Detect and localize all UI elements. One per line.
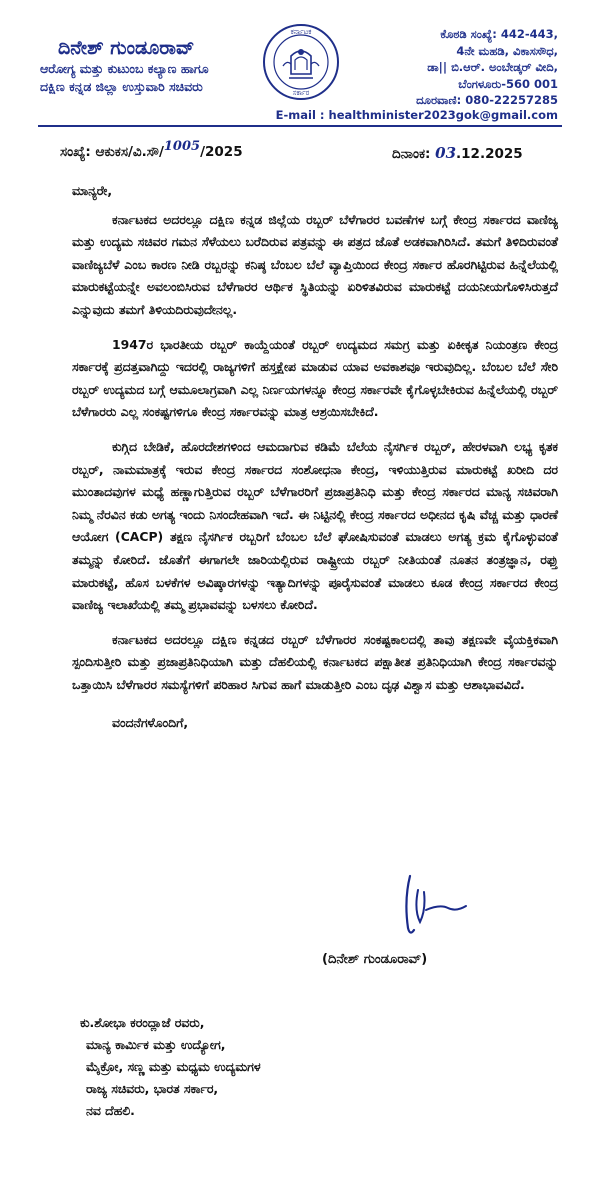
reference-number [60, 139, 243, 160]
date-handwritten-day: 03 [435, 144, 457, 162]
date-rest: .12.2025 [456, 146, 523, 162]
addressee-line-1: ಮಾನ್ಯ ಕಾರ್ಮಿಕ ಮತ್ತು ಉದ್ಯೋಗ, [86, 1037, 226, 1052]
designation-line-1: ಆರೋಗ್ಯ ಮತ್ತು ಕುಟುಂಬ ಕಲ್ಯಾಣ ಹಾಗೂ [40, 61, 209, 76]
reference-year: /2025 [200, 144, 243, 160]
designation-line-2: ದಕ್ಷಿಣ ಕನ್ನಡ ಜಿಲ್ಲಾ ಉಸ್ತುವಾರಿ ಸಚಿವರು [40, 79, 203, 94]
address-line-3: ಡಾ|| ಬಿ.ಆರ್. ಅಂಬೇಡ್ಕರ್ ವೀದಿ, [427, 60, 558, 74]
address-line-4: ಬೆಂಗಳೂರು-560 001 [458, 76, 558, 91]
addressee-line-2: ಮೈಕ್ರೋ, ಸಣ್ಣ ಮತ್ತು ಮಧ್ಯಮ ಉದ್ಯಮಗಳ [86, 1059, 261, 1074]
minister-name: ದಿನೇಶ್ ಗುಂಡೂರಾವ್ [58, 37, 195, 59]
phone-line: ದೂರವಾಣಿ: 080-22257285 [416, 93, 558, 107]
address-line-2: 4ನೇ ಮಹಡಿ, ವಿಕಾಸಸೌಧ, [456, 43, 558, 58]
paragraph-4: ಕರ್ನಾಟಕದ ಅದರಲ್ಲೂ ದಕ್ಷಿಣ ಕನ್ನಡದ ರಬ್ಬರ್ ಬೆಳೆಗಾರರ ಸಂಕಷ್ಟಕಾಲದಲ್ಲಿ ತಾವು ತಕ್ಷಣವೇ ವೈಯಕ್ತಿಕವಾಗಿ ಸ್ಪಂದಿಸುತ್ತೀರಿ ಮತ್ತು ಪ್ರಜಾಪ್ರತಿನಿಧಿಯಾಗಿ ಮತ್ತು ದೆಹಲಿಯಲ್ಲಿ ಕರ್ನಾಟಕದ ಪಕ್ಷಾತೀತ ಪ್ರತಿನಿಧಿಯಾಗಿ ಕೇಂದ್ರ ಸರ್ಕಾರವನ್ನು ಒತ್ತಾಯಿಸಿ ಬೆಳೆಗಾರರ ಸಮಸ್ಯೆಗಳಿಗೆ ಪರಿಹಾರ ಸಿಗುವ ಹಾಗೆ ಮಾಡುತ್ತೀರಿ ಎಂಬ ದೃಢ ವಿಶ್ವಾಸ ಮತ್ತು ಆಶಾಭಾವವಿದೆ. [72, 631, 558, 692]
email-line [276, 108, 558, 122]
reference-label: ಸಂಖ್ಯೆ: ಆಕುಕಸ/ವಿ.ಸೌ/ [60, 144, 164, 160]
closing: ವಂದನೆಗಳೊಂದಿಗೆ, [112, 715, 189, 731]
signer-name: (ದಿನೇಶ್ ಗುಂಡೂರಾವ್) [322, 952, 428, 967]
minister-block [40, 36, 280, 96]
addressee-name: ಕು.ಶೋಭಾ ಕರಂದ್ಲಾಜೆ ರವರು, [80, 1015, 205, 1030]
reference-line [60, 140, 554, 166]
reference-handwritten-number: 1005 [163, 139, 201, 154]
letterhead [0, 0, 594, 128]
letter-date [392, 144, 523, 162]
karnataka-emblem-icon [261, 22, 341, 102]
paragraph-3: ಕುಗ್ಗಿದ ಬೇಡಿಕೆ, ಹೊರದೇಶಗಳಿಂದ ಆಮದಾಗುವ ಕಡಿಮೆ ಬೆಲೆಯ ನೈಸರ್ಗಿಕ ರಬ್ಬರ್, ಹೇರಳವಾಗಿ ಲಭ್ಯ ಕೃತಕ ರಬ್ಬರ್, ನಾಮಮಾತ್ರಕ್ಕೆ ಇರುವ ಕೇಂದ್ರ ಸರ್ಕಾರದ ಸಂಶೋಧನಾ ಕೇಂದ್ರ, ಇಳಿಯುತ್ತಿರುವ ಮಾರುಕಟ್ಟೆ ಖರೀದಿ ದರ ಮುಂತಾದವುಗಳ ಮಧ್ಯೆ ಹಣ್ಣಾಗುತ್ತಿರುವ ರಬ್ಬರ್ ಬೆಳೆಗಾರರಿಗೆ ಪ್ರಜಾಪ್ರತಿನಿಧಿ ಮತ್ತು ಕೇಂದ್ರ ಸರ್ಕಾರದ ಮಾನ್ಯ ಸಚಿವರಾಗಿ ನಿಮ್ಮ ನೆರವಿನ ಕಡು ಅಗತ್ಯ ಇಂದು ನಿಸಂದೇಹವಾಗಿ ಇದೆ. ಈ ನಿಟ್ಟಿನಲ್ಲಿ ಕೇಂದ್ರ ಸರ್ಕಾರದ ಅಧೀನದ ಕೃಷಿ ವೆಚ್ಚ ಮತ್ತು ಧಾರಣೆ ಆಯೋಗ (CACP) ತಕ್ಷಣ ನೈಸರ್ಗಿಕ ರಬ್ಬರಿಗೆ ಬೆಂಬಲ ಬೆಲೆ ಘೋಷಿಸುವಂತೆ ಮಾಡಲು ಅಗತ್ಯ ಕ್ರಮ ಕೈಗೊಳ್ಳುವಂತೆ ತಮ್ಮನ್ನು ಕೋರಿದೆ. ಜೊತೆಗೆ ಈಗಾಗಲೇ ಜಾರಿಯಲ್ಲಿರುವ ರಾಷ್ಟ್ರೀಯ ರಬ್ಬರ್ ನೀತಿಯಂತೆ ನೂತನ ತಂತ್ರಜ್ಞಾನ, ರಫ್ತು ಮಾರುಕಟ್ಟೆ, ಹೊಸ ಬಳಕೆಗಳ ಅವಿಷ್ಕಾರಗಳನ್ನು ಇತ್ಯಾದಿಗಳನ್ನು ಪೂರೈಸುವಂತೆ ಮಾಡಲು ಕೂಡ ಕೇಂದ್ರ ಸರ್ಕಾರದ ಕೇಂದ್ರ ವಾಣಿಜ್ಯ ಇಲಾಖೆಯಲ್ಲಿ ತಮ್ಮ ಪ್ರಭಾವವನ್ನು ಬಳಸಲು ಕೋರಿದೆ. [72, 438, 558, 613]
emblem-top-text: ಕರ್ನಾಟಕ [290, 28, 312, 36]
date-label: ದಿನಾಂಕ: [392, 146, 436, 162]
letter-body [72, 180, 558, 735]
emblem-bottom-text: ಸರ್ಕಾರ [292, 89, 310, 97]
salutation: ಮಾನ್ಯರೇ, [72, 183, 113, 198]
office-address [348, 26, 558, 109]
email-address[interactable]: healthminister2023gok@gmail.com [328, 108, 558, 122]
paragraph-2: 1947ರ ಭಾರತೀಯ ರಬ್ಬರ್ ಕಾಯ್ದೆಯಂತೆ ರಬ್ಬರ್ ಉದ್ಯಮದ ಸಮಗ್ರ ಮತ್ತು ಏಕೀಕೃತ ನಿಯಂತ್ರಣ ಕೇಂದ್ರ ಸರ್ಕಾರಕ್ಕೆ ಪ್ರದತ್ತವಾಗಿದ್ದು ಇದರಲ್ಲಿ ರಾಜ್ಯಗಳಿಗೆ ಹಸ್ತಕ್ಷೇಪ ಮಾಡುವ ಯಾವ ಅವಕಾಶವೂ ಇರುವುದಿಲ್ಲ. ಬೆಂಬಲ ಬೆಲೆ ಸೇರಿ ರಬ್ಬರ್ ಉದ್ಯಮದ ಬಗ್ಗೆ ಆಮೂಲಾಗ್ರವಾಗಿ ಎಲ್ಲ ನಿರ್ಣಯಗಳನ್ನೂ ಕೇಂದ್ರ ಸರ್ಕಾರವೇ ಕೈಗೊಳ್ಳಬೇಕಿರುವ ಹಿನ್ನೆಲೆಯಲ್ಲಿ ರಬ್ಬರ್ ಬೆಳೆಗಾರರು ಎಲ್ಲ ಸಂಕಷ್ಟಗಳಿಗೂ ಕೇಂದ್ರ ಸರ್ಕಾರವನ್ನು ಮಾತ್ರ ಆಶ್ರಯಿಸಬೇಕಿದೆ. [72, 336, 558, 420]
letterhead-divider [38, 125, 562, 127]
addressee-line-3: ರಾಜ್ಯ ಸಚಿವರು, ಭಾರತ ಸರ್ಕಾರ, [86, 1081, 219, 1096]
signature-icon [396, 870, 472, 950]
addressee-line-4: ನವ ದೆಹಲಿ. [86, 1103, 135, 1118]
addressee-block [80, 1012, 261, 1122]
email-label: E-mail : [275, 108, 329, 122]
paragraph-1: ಕರ್ನಾಟಕದ ಅದರಲ್ಲೂ ದಕ್ಷಿಣ ಕನ್ನಡ ಜಿಲ್ಲೆಯ ರಬ್ಬರ್ ಬೆಳೆಗಾರರ ಬವಣೆಗಳ ಬಗ್ಗೆ ಕೇಂದ್ರ ಸರ್ಕಾರದ ವಾಣಿಜ್ಯ ಮತ್ತು ಉದ್ಯಮ ಸಚಿವರ ಗಮನ ಸೆಳೆಯಲು ಬರೆದಿರುವ ಪತ್ರವನ್ನು ಈ ಪತ್ರದ ಜೊತೆ ಅಡಕವಾಗಿರಿಸಿದೆ. ತಮಗೆ ತಿಳಿದಿರುವಂತೆ ವಾಣಿಜ್ಯಬೆಳೆ ಎಂಬ ಕಾರಣ ನೀಡಿ ರಬ್ಬರನ್ನು ಕನಿಷ್ಠ ಬೆಂಬಲ ಬೆಲೆ ವ್ಯಾಪ್ತಿಯಿಂದ ಕೇಂದ್ರ ಸರ್ಕಾರ ಹೊರಗಿಟ್ಟಿರುವ ಹಿನ್ನೆಲೆಯಲ್ಲಿ ಮಾರುಕಟ್ಟೆಯನ್ನೇ ಅವಲಂಬಿಸಿರುವ ಬೆಳೆಗಾರರ ಆರ್ಥಿಕ ಸ್ಥಿತಿಯನ್ನು ಏರಿಳಿತವಿರುವ ಮಾರುಕಟ್ಟೆ ದಯನೀಯಗೊಳಿಸಿರುತ್ತದೆ ಎನ್ನುವುದು ತಮಗೆ ತಿಳಿಯದಿರುವುದೇನಲ್ಲ. [72, 211, 558, 317]
address-line-1: ಕೊಠಡಿ ಸಂಖ್ಯೆ: 442-443, [440, 27, 558, 41]
